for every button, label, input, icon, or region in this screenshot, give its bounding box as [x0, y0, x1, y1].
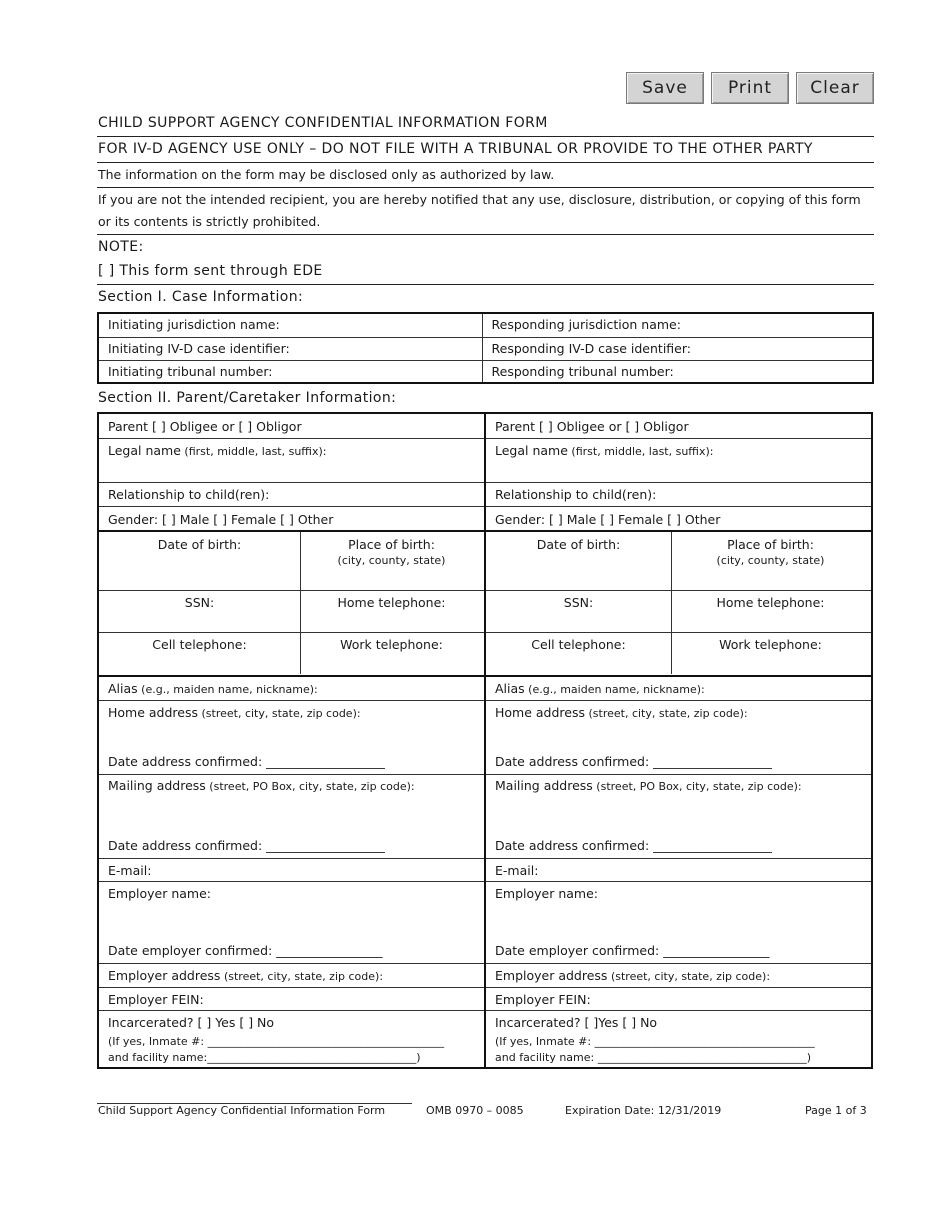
ssn-field[interactable]: [99, 590, 300, 632]
home-address-confirmed: Date address confirmed: ___________________: [108, 754, 385, 769]
relationship-field[interactable]: [99, 483, 484, 507]
legal-name-hint: (first, middle, last, suffix):: [180, 445, 327, 458]
mailing-address-hint: (street, PO Box, city, state, zip code):: [205, 780, 415, 793]
home-address-field[interactable]: [486, 701, 871, 775]
footer-form-name: Child Support Agency Confidential Information Form: [98, 1104, 386, 1117]
divider: [97, 284, 874, 285]
employer-address-hint: (street, city, state, zip code):: [220, 970, 384, 983]
email-label: E-mail:: [108, 863, 152, 878]
dob-field[interactable]: [99, 532, 300, 590]
alias-hint: (e.g., maiden name, nickname):: [137, 683, 318, 696]
note-label: NOTE:: [98, 239, 144, 255]
cell-telephone-label: Cell telephone:: [531, 637, 626, 652]
legal-name-label: Legal name: [495, 443, 568, 458]
table-row: [98, 337, 873, 360]
pob-hint: (city, county, state): [337, 554, 446, 567]
home-telephone-field[interactable]: [671, 590, 870, 632]
relationship-field[interactable]: [486, 483, 871, 507]
ssn-label: SSN:: [184, 595, 215, 610]
email-label: E-mail:: [495, 863, 539, 878]
home-address-confirmed: Date address confirmed: ___________________: [495, 754, 772, 769]
employer-address-label: Employer address: [108, 968, 221, 983]
parent-type-label: Parent [ ] Obligee or [ ] Obligor: [495, 419, 689, 434]
personal-details-grid: [99, 532, 484, 677]
home-telephone-label: Home telephone:: [716, 595, 825, 610]
mailing-address-confirmed: Date address confirmed: ___________________: [495, 838, 772, 853]
alias-label: Alias: [108, 681, 138, 696]
cell-telephone-label: Cell telephone:: [152, 637, 247, 652]
responding-case-id-field[interactable]: Responding IV-D case identifier:: [482, 337, 873, 360]
relationship-label: Relationship to child(ren):: [495, 487, 657, 502]
employer-fein-label: Employer FEIN:: [108, 992, 204, 1007]
employer-fein-label: Employer FEIN:: [495, 992, 591, 1007]
save-button[interactable]: Save: [626, 72, 704, 104]
facility-name-line: and facility name: ______________________________________): [495, 1051, 812, 1064]
divider: [97, 136, 874, 137]
home-address-hint: (street, city, state, zip code):: [198, 707, 361, 720]
relationship-label: Relationship to child(ren):: [108, 487, 270, 502]
section-1-title: Section I. Case Information:: [98, 289, 304, 305]
incarcerated-field[interactable]: [486, 1011, 871, 1066]
parent-type-label: Parent [ ] Obligee or [ ] Obligor: [108, 419, 302, 434]
home-telephone-field[interactable]: [300, 590, 483, 632]
alias-hint: (e.g., maiden name, nickname):: [524, 683, 705, 696]
mailing-address-label: Mailing address: [108, 778, 206, 793]
pob-field[interactable]: [300, 532, 483, 590]
legal-name-field[interactable]: [486, 439, 871, 483]
employer-address-field[interactable]: [486, 964, 871, 988]
work-telephone-label: Work telephone:: [340, 637, 443, 652]
ssn-field[interactable]: [486, 590, 671, 632]
print-button[interactable]: Print: [711, 72, 789, 104]
dob-label: Date of birth:: [157, 537, 242, 552]
cell-telephone-field[interactable]: [99, 632, 300, 674]
employer-confirmed: Date employer confirmed: _________________: [495, 943, 770, 958]
dob-field[interactable]: [486, 532, 671, 590]
legal-name-hint: (first, middle, last, suffix):: [567, 445, 714, 458]
employer-name-label: Employer name:: [495, 886, 598, 901]
work-telephone-field[interactable]: [671, 632, 870, 674]
divider: [97, 162, 874, 163]
facility-name-line: and facility name:______________________________________): [108, 1051, 421, 1064]
employer-fein-field[interactable]: [486, 988, 871, 1011]
responding-tribunal-field[interactable]: Responding tribunal number:: [482, 360, 873, 383]
cell-telephone-field[interactable]: [486, 632, 671, 674]
incarcerated-field[interactable]: [99, 1011, 484, 1066]
form-subtitle: FOR IV-D AGENCY USE ONLY – DO NOT FILE WITH A TRIBUNAL OR PROVIDE TO THE OTHER PARTY: [98, 141, 813, 157]
mailing-address-field[interactable]: [99, 775, 484, 859]
inmate-number-line: (If yes, Inmate #: ________________________________________: [495, 1035, 815, 1048]
employer-name-label: Employer name:: [108, 886, 211, 901]
inmate-number-line: (If yes, Inmate #: ___________________________________________: [108, 1035, 445, 1048]
employer-address-label: Employer address: [495, 968, 608, 983]
work-telephone-label: Work telephone:: [719, 637, 822, 652]
clear-button[interactable]: Clear: [796, 72, 874, 104]
home-address-hint: (street, city, state, zip code):: [585, 707, 748, 720]
parent-panel-left: [97, 412, 486, 1069]
footer-page-number: Page 1 of 3: [805, 1104, 867, 1117]
mailing-address-hint: (street, PO Box, city, state, zip code):: [592, 780, 802, 793]
gender-label: Gender: [ ] Male [ ] Female [ ] Other: [495, 512, 721, 527]
pob-label: Place of birth:: [348, 537, 435, 552]
home-telephone-label: Home telephone:: [337, 595, 446, 610]
alias-field[interactable]: [99, 677, 484, 701]
alias-label: Alias: [495, 681, 525, 696]
ede-row: [98, 263, 323, 279]
email-field[interactable]: [99, 859, 484, 882]
ede-label: This form sent through EDE: [114, 263, 323, 279]
incarcerated-label: Incarcerated? [ ]Yes [ ] No: [495, 1015, 658, 1030]
mailing-address-label: Mailing address: [495, 778, 593, 793]
gender-field[interactable]: [486, 507, 871, 532]
legal-name-label: Legal name: [108, 443, 181, 458]
initiating-tribunal-field[interactable]: Initiating tribunal number:: [98, 360, 482, 383]
case-information-table: [97, 312, 874, 384]
home-address-label: Home address: [495, 705, 585, 720]
table-row: [98, 360, 873, 383]
pob-label: Place of birth:: [727, 537, 814, 552]
footer-omb: OMB 0970 – 0085: [426, 1104, 524, 1117]
dob-label: Date of birth:: [536, 537, 621, 552]
parent-type-field[interactable]: [486, 414, 871, 439]
form-title: CHILD SUPPORT AGENCY CONFIDENTIAL INFORMATION FORM: [98, 115, 548, 131]
gender-label: Gender: [ ] Male [ ] Female [ ] Other: [108, 512, 334, 527]
home-address-label: Home address: [108, 705, 198, 720]
pob-hint: (city, county, state): [716, 554, 825, 567]
incarcerated-label: Incarcerated? [ ] Yes [ ] No: [108, 1015, 275, 1030]
gender-field[interactable]: [99, 507, 484, 532]
home-address-field[interactable]: [99, 701, 484, 775]
alias-field[interactable]: [486, 677, 871, 701]
personal-details-grid: [486, 532, 871, 677]
employer-name-field[interactable]: [99, 882, 484, 964]
pob-field[interactable]: [671, 532, 870, 590]
section-2-title: Section II. Parent/Caretaker Information:: [98, 390, 397, 406]
mailing-address-field[interactable]: [486, 775, 871, 859]
footer-expiration: Expiration Date: 12/31/2019: [565, 1104, 722, 1117]
mailing-address-confirmed: Date address confirmed: ___________________: [108, 838, 385, 853]
disclosure-notice: The information on the form may be disclosed only as authorized by law.: [98, 167, 555, 182]
work-telephone-field[interactable]: [300, 632, 483, 674]
employer-address-field[interactable]: [99, 964, 484, 988]
responding-jurisdiction-field[interactable]: Responding jurisdiction name:: [482, 313, 873, 337]
table-row: [98, 313, 873, 337]
employer-fein-field[interactable]: [99, 988, 484, 1011]
divider: [97, 234, 874, 235]
employer-name-field[interactable]: [486, 882, 871, 964]
email-field[interactable]: [486, 859, 871, 882]
divider: [97, 187, 874, 188]
warning-line-1: If you are not the intended recipient, you are hereby notified that any use, disclosure, distribution, or copying of this form: [98, 192, 861, 207]
warning-line-2: or its contents is strictly prohibited.: [98, 214, 321, 229]
parent-type-field[interactable]: [99, 414, 484, 439]
parent-panel-right: [484, 412, 873, 1069]
initiating-jurisdiction-field[interactable]: Initiating jurisdiction name:: [98, 313, 482, 337]
employer-address-hint: (street, city, state, zip code):: [607, 970, 771, 983]
employer-confirmed: Date employer confirmed: _________________: [108, 943, 383, 958]
initiating-case-id-field[interactable]: Initiating IV-D case identifier:: [98, 337, 482, 360]
ede-checkbox[interactable]: [ ]: [98, 263, 115, 279]
legal-name-field[interactable]: [99, 439, 484, 483]
ssn-label: SSN:: [563, 595, 594, 610]
